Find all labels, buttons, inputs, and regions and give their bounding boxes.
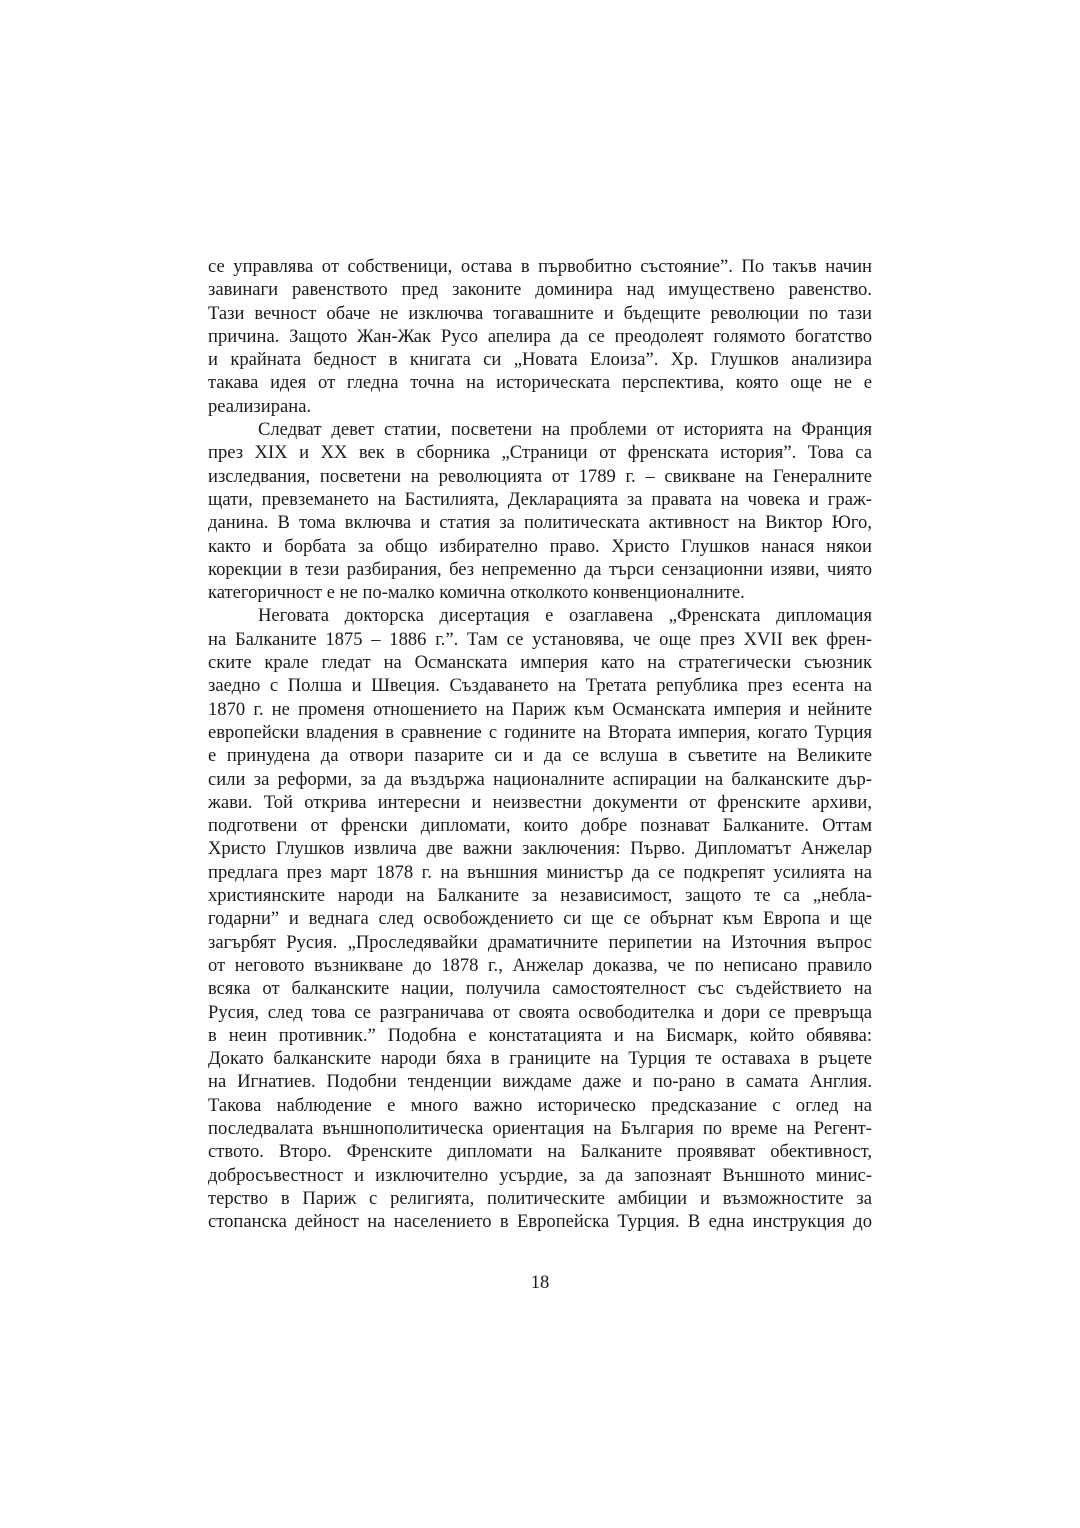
text-line: Такова наблюдение е много важно историческо предсказание с оглед на <box>208 1094 872 1116</box>
text-line: категоричност е не по-малко комична отколкото конвенционалните. <box>208 582 745 604</box>
text-line: европейски владения в сравнение с годините на Втората империя, когато Турция <box>208 721 872 743</box>
text-line: стопанска дейност на населението в Европейска Турция. В една инструкция до <box>208 1211 872 1233</box>
page-number: 18 <box>530 1272 550 1293</box>
text-line: такава идея от гледна точна на историческата перспектива, която още не е <box>208 372 872 394</box>
text-line: през XIX и XX век в сборника „Страници от френската история”. Това са <box>208 442 872 464</box>
text-line: причина. Защото Жан-Жак Русо апелира да се преодолеят голямото богатство <box>208 325 872 347</box>
text-line: Следват девет статии, посветени на проблеми от историята на Франция <box>258 419 872 441</box>
text-line: реализирана. <box>208 395 312 417</box>
text-line: на Игнатиев. Подобни тенденции виждаме даже и по-рано в самата Англия. <box>208 1071 872 1093</box>
text-line: Тази вечност обаче не изключва тогавашните и бъдещите революции по тази <box>208 302 872 324</box>
text-line: заедно с Полша и Швеция. Създаването на Третата република през есента на <box>208 675 872 697</box>
text-line: Русия, след това се разграничава от своята освободителка и дори се превръща <box>208 1001 872 1023</box>
text-line: терство в Париж с религията, политическите амбиции и възможностите за <box>208 1187 872 1209</box>
text-line: Христо Глушков извлича две важни заключения: Първо. Дипломатът Анжелар <box>208 838 872 860</box>
text-line: последвалата външнополитическа ориентация на България по време на Регент- <box>208 1117 872 1139</box>
text-line: както и борбата за общо избирателно право. Христо Глушков нанася някои <box>208 535 872 557</box>
text-line: щати, превземането на Бастилията, Декларацията за правата на човека и граж- <box>208 488 872 510</box>
text-line: ските крале гледат на Османската империя като на стратегически съюзник <box>208 652 872 674</box>
text-line: на Балканите 1875 – 1886 г.”. Там се установява, че още през XVII век френ- <box>208 628 872 650</box>
text-line: в неин противник.” Подобна е констатацията и на Бисмарк, който обявява: <box>208 1024 872 1046</box>
text-line: Докато балканските народи бяха в границите на Турция те оставаха в ръцете <box>208 1048 872 1070</box>
text-line: 1870 г. не променя отношението на Париж към Османската империя и нейните <box>208 698 872 720</box>
text-line: е принудена да отвори пазарите си и да се вслуша в съветите на Великите <box>208 745 872 767</box>
text-line: сили за реформи, за да въздържа националните аспирации на балканските дър- <box>208 768 872 790</box>
paragraph <box>208 255 872 418</box>
text-line: ството. Второ. Френските дипломати на Балканите проявяват обективност, <box>208 1141 872 1163</box>
text-line: и крайната бедност в книгата си „Новата Елоиза”. Хр. Глушков анализира <box>208 349 872 371</box>
text-line: жави. Той открива интересни и неизвестни документи от френските архиви, <box>208 791 872 813</box>
text-line: данина. В тома включва и статия за политическата активност на Виктор Юго, <box>208 512 872 534</box>
text-line: от неговото възникване до 1878 г., Анжелар доказва, че по неписано правило <box>208 954 872 976</box>
text-line: всяка от балканските нации, получила самостоятелност със съдействието на <box>208 978 872 1000</box>
text-line: загърбят Русия. „Проследявайки драматичните перипетии на Източния въпрос <box>208 931 872 953</box>
text-line: изследвания, посветени на революцията от 1789 г. – свикване на Генералните <box>208 465 872 487</box>
text-line: подготвени от френски дипломати, които добре познават Балканите. Оттам <box>208 815 872 837</box>
text-line: добросъвестност и изключително усърдие, за да запознаят Външното минис- <box>208 1164 872 1186</box>
text-line: се управлява от собственици, остава в първобитно състояние”. По такъв начин <box>208 256 872 277</box>
text-line: корекции в тези разбирания, без непременно да търси сензационни изяви, чиято <box>208 558 872 580</box>
text-line: християнските народи на Балканите за независимост, защото те са „небла- <box>208 885 872 907</box>
text-line: годарни” и веднага след освобождението си ще се обърнат към Европа и ще <box>208 908 872 930</box>
text-line: предлага през март 1878 г. на външния министър да се подкрепят усилията на <box>208 861 872 883</box>
text-line: Неговата докторска дисертация е озаглавена „Френската дипломация <box>258 605 872 627</box>
body-text <box>208 255 872 1233</box>
paragraph <box>208 418 872 604</box>
text-line: завинаги равенството пред законите доминира над имуществено равенство. <box>208 279 872 301</box>
paragraph <box>208 604 872 1233</box>
